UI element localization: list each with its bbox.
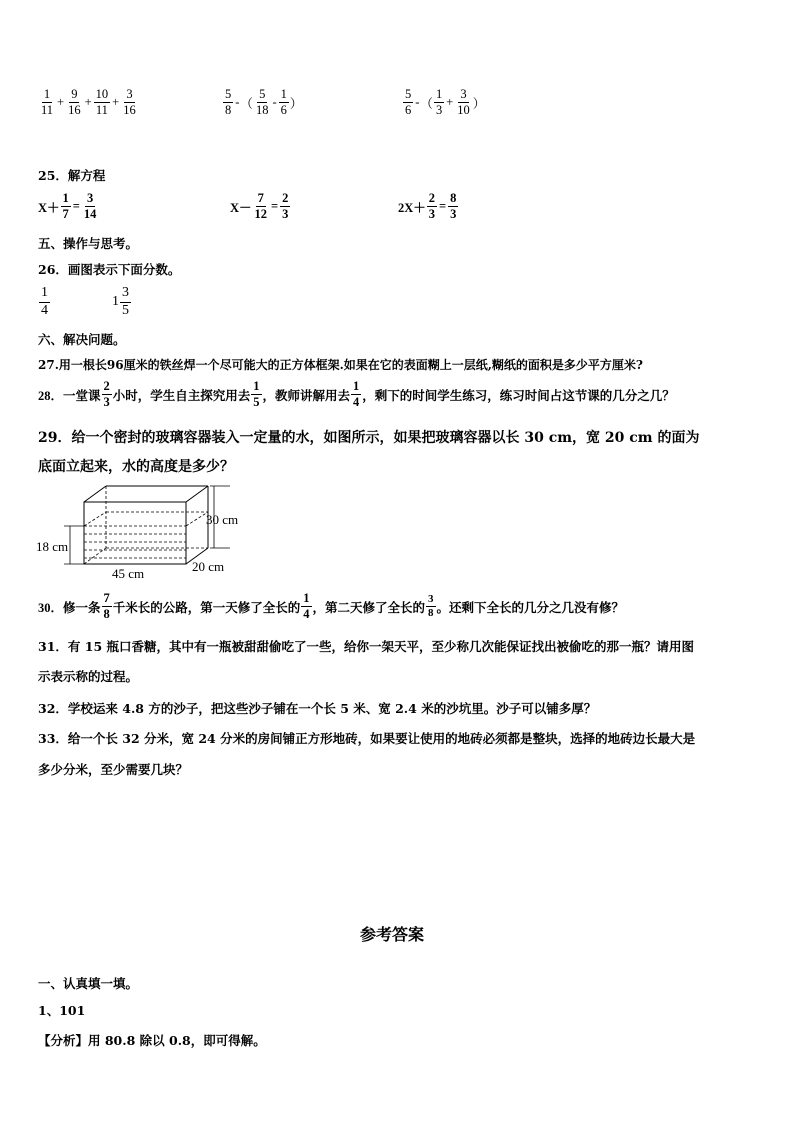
label-width: 20 cm xyxy=(192,559,225,574)
fraction: $\frac{5}{6}$ xyxy=(405,87,412,118)
answer-1-analysis: 【分析】用 80.8 除以 0.8，即可得解。 xyxy=(38,1033,266,1048)
answer-1: 1、101 xyxy=(38,1003,86,1018)
water-surface-side xyxy=(84,512,106,526)
q27-text: 27.用一根长96厘米的铁丝焊一个尽可能大的正方体框架.如果在它的表面糊上一层纸,糊纸的面积是多少平方厘米? xyxy=(38,358,643,372)
fraction: $\frac{7}{8}$ xyxy=(103,591,110,622)
q25-title: 25．解方程 xyxy=(38,168,106,183)
fraction: $\frac{1}{3}$ xyxy=(435,87,443,118)
equation-2: X－ $\frac{7}{12}$ = $\frac{2}{3}$ xyxy=(230,191,289,222)
equation-1: X＋ $\frac{1}{7}$ = $\frac{3}{14}$ xyxy=(38,191,97,222)
fraction: $\frac{1}{6}$ xyxy=(280,87,287,118)
fraction: $\frac{1}{11}$ xyxy=(41,87,54,118)
q31-line-1: 31．有 15 瓶口香糖，其中有一瓶被甜甜偷吃了一些，给你一架天平，至少称几次能保证找出被偷吃的那一瓶？请用图 xyxy=(38,639,694,654)
fraction: $\frac{5}{8}$ xyxy=(225,87,232,118)
hidden-left-bottom-edge xyxy=(84,548,106,564)
label-water-height: 18 cm xyxy=(36,539,69,554)
section-6-heading: 六、解决问题。 xyxy=(38,332,126,347)
q29-line-2: 底面立起来，水的高度是多少？ xyxy=(38,459,234,475)
container-figure xyxy=(36,480,276,580)
fraction: $\frac{1}{4}$ xyxy=(41,285,48,318)
equation-3: 2X＋ $\frac{2}{3}$ = $\frac{8}{3}$ xyxy=(398,191,457,222)
label-length: 45 cm xyxy=(112,566,145,580)
fraction: $\frac{7}{12}$ xyxy=(254,191,268,222)
fraction: $\frac{9}{16}$ xyxy=(68,87,81,118)
q31-line-2: 示表示称的过程。 xyxy=(38,669,139,684)
fraction: $\frac{3}{14}$ xyxy=(83,191,97,222)
calc-expression-1: $\frac{1}{11}$ + $\frac{9}{16}$ + $\frac{10}{11}$ + $\frac{3}{16}$ xyxy=(41,87,136,118)
calc-expression-3: $\frac{5}{6}$ - （ $\frac{1}{3}$ + $\frac{3}{10}$ ） xyxy=(405,87,486,118)
water-surface-right xyxy=(186,512,208,526)
q26-fraction-1 xyxy=(38,286,51,318)
q33-line-1: 33．给一个长 32 分米，宽 24 分米的房间铺正方形地砖，如果要让使用的地砖必须都是整块，选择的地砖边长最大是 xyxy=(38,731,696,746)
fraction: $\frac{2}{3}$ xyxy=(428,191,436,222)
fraction: $\frac{10}{11}$ xyxy=(95,87,109,118)
q32-text: 32．学校运来 4.8 方的沙子，把这些沙子铺在一个长 5 米、宽 2.4 米的沙坑里。沙子可以铺多厚？ xyxy=(38,701,597,716)
fraction: $\frac{1}{4}$ xyxy=(353,379,360,410)
section-5-heading: 五、操作与思考。 xyxy=(38,236,139,251)
q30-text: 30．修一条 $\frac{7}{8}$ 千米长的公路，第一天修了全长的 $\frac{1}{4}$ ，第二天修了全长的 $\frac{3}{8}$ 。还剩下全长的几分之几没有修？ xyxy=(38,591,625,622)
fraction: $\frac{8}{3}$ xyxy=(450,191,457,222)
box-front-face xyxy=(84,502,186,564)
fraction: $\frac{1}{5}$ xyxy=(253,379,260,410)
fraction: $\frac{1}{4}$ xyxy=(303,591,310,622)
answers-heading: 参考答案 xyxy=(360,925,425,944)
q26-mixed-number: 1 $\frac{3}{5}$ xyxy=(112,285,129,318)
box-top-right-edge xyxy=(186,486,208,502)
fraction: $\frac{3}{10}$ xyxy=(457,87,470,118)
fraction: $\frac{2}{3}$ xyxy=(282,191,289,222)
fraction: $\frac{1}{7}$ xyxy=(62,191,69,222)
q28-text: 28．一堂课 $\frac{2}{3}$ 小时，学生自主探究用去 $\frac{1}{5}$ ，教师讲解用去 $\frac{1}{4}$ ，剩下的时间学生练习，练习时间占这节课的几分之几？ xyxy=(38,379,675,410)
fraction: $\frac{2}{3}$ xyxy=(103,379,110,410)
q29-line-1: 29．给一个密封的玻璃容器装入一定量的水，如图所示，如果把玻璃容器以长 30 cm，宽 20 cm 的面为 xyxy=(38,430,700,446)
fraction: $\frac{3}{5}$ xyxy=(122,285,129,318)
q26-title: 26．画图表示下面分数。 xyxy=(38,262,181,277)
fraction: $\frac{3}{16}$ xyxy=(123,87,136,118)
label-height: 30 cm xyxy=(206,512,239,527)
q33-line-2: 多少分米，至少需要几块？ xyxy=(38,762,189,777)
answers-section-1: 一、认真填一填。 xyxy=(38,976,139,991)
fraction: $\frac{5}{18}$ xyxy=(255,87,269,118)
calc-expression-2: $\frac{5}{8}$ - （ $\frac{5}{18}$ - $\frac{1}{6}$ ） xyxy=(225,87,303,118)
box-top-left-edge xyxy=(84,486,106,502)
fraction: $\frac{3}{8}$ xyxy=(428,592,434,620)
